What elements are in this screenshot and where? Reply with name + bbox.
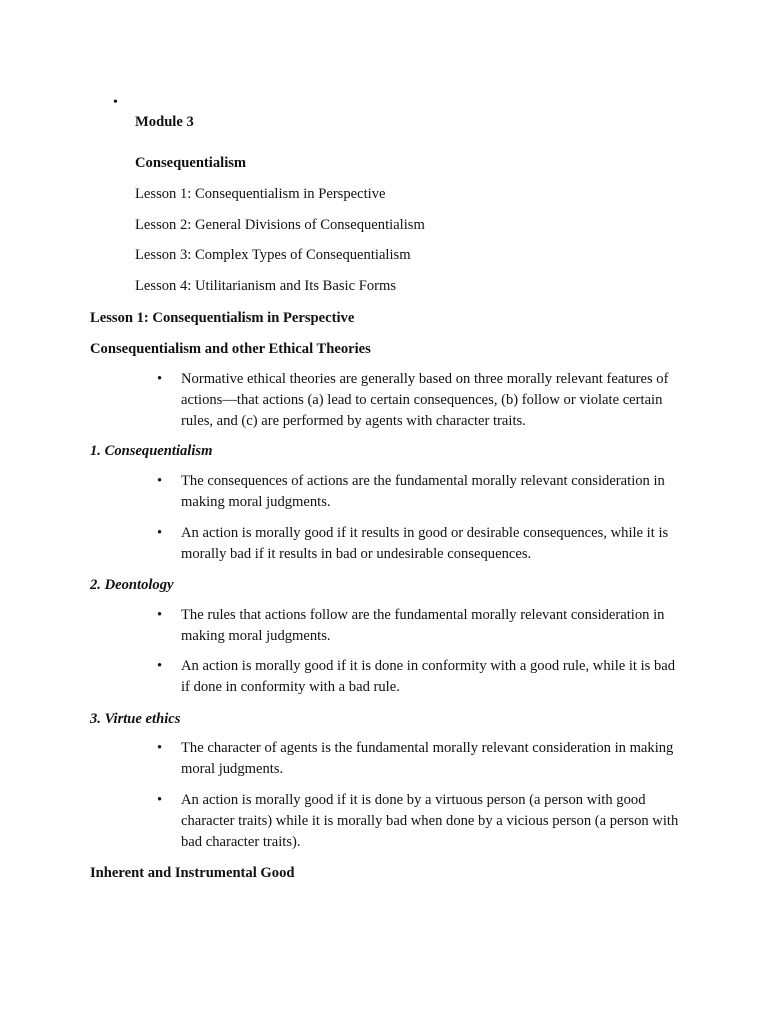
section-heading: Consequentialism and other Ethical Theories bbox=[90, 341, 371, 357]
bullet-icon: • bbox=[157, 371, 163, 387]
header-bullet: • bbox=[113, 95, 118, 110]
list-item bbox=[157, 523, 677, 565]
bullet-icon: • bbox=[157, 525, 163, 541]
list-item bbox=[157, 656, 677, 698]
lesson-list-item: Lesson 2: General Divisions of Consequentialism bbox=[135, 217, 425, 233]
list-item-text: An action is morally good if it results in good or desirable consequences, while it is morally bad if it results in bad or undesirable consequences. bbox=[181, 525, 669, 562]
bullet-icon: • bbox=[157, 473, 163, 489]
bullet-icon: • bbox=[157, 607, 163, 623]
theory-heading-virtue-ethics: 3. Virtue ethics bbox=[90, 711, 181, 727]
list-item-text: The rules that actions follow are the fundamental morally relevant consideration in making moral judgments. bbox=[181, 607, 665, 644]
bullet-icon: • bbox=[157, 792, 163, 808]
lesson-list-item: Lesson 4: Utilitarianism and Its Basic Forms bbox=[135, 278, 397, 294]
list-item-text: An action is morally good if it is done in conformity with a good rule, while it is bad if done in conformity with a bad rule. bbox=[181, 658, 676, 695]
section-heading-inherent-good: Inherent and Instrumental Good bbox=[90, 865, 295, 881]
lesson-list-item: Lesson 3: Complex Types of Consequentialism bbox=[135, 247, 411, 263]
list-item-text: An action is morally good if it is done by a virtuous person (a person with good character traits) while it is morally bad when done by a vicious person (a person with bad character traits). bbox=[181, 792, 679, 850]
list-item bbox=[157, 790, 677, 854]
bullet-icon: • bbox=[157, 658, 163, 674]
list-item bbox=[157, 471, 677, 513]
lesson-heading: Lesson 1: Consequentialism in Perspective bbox=[90, 310, 355, 326]
list-item bbox=[157, 605, 677, 647]
list-item-text: The consequences of actions are the fundamental morally relevant consideration in making moral judgments. bbox=[181, 473, 665, 510]
module-subtitle: Consequentialism bbox=[135, 155, 247, 171]
module-title: Module 3 bbox=[135, 114, 194, 130]
list-item-text: Normative ethical theories are generally based on three morally relevant features of actions—that actions (a) lead to certain consequences, (b) follow or violate certain rules, and (c) are performed by agents with character traits. bbox=[181, 371, 669, 429]
list-item bbox=[157, 738, 677, 780]
list-item bbox=[157, 369, 677, 433]
bullet-icon: • bbox=[157, 740, 163, 756]
theory-heading-consequentialism: 1. Consequentialism bbox=[90, 443, 213, 459]
lesson-list-item: Lesson 1: Consequentialism in Perspective bbox=[135, 186, 386, 202]
theory-heading-deontology: 2. Deontology bbox=[90, 577, 174, 593]
list-item-text: The character of agents is the fundamental morally relevant consideration in making moral judgments. bbox=[181, 740, 674, 777]
